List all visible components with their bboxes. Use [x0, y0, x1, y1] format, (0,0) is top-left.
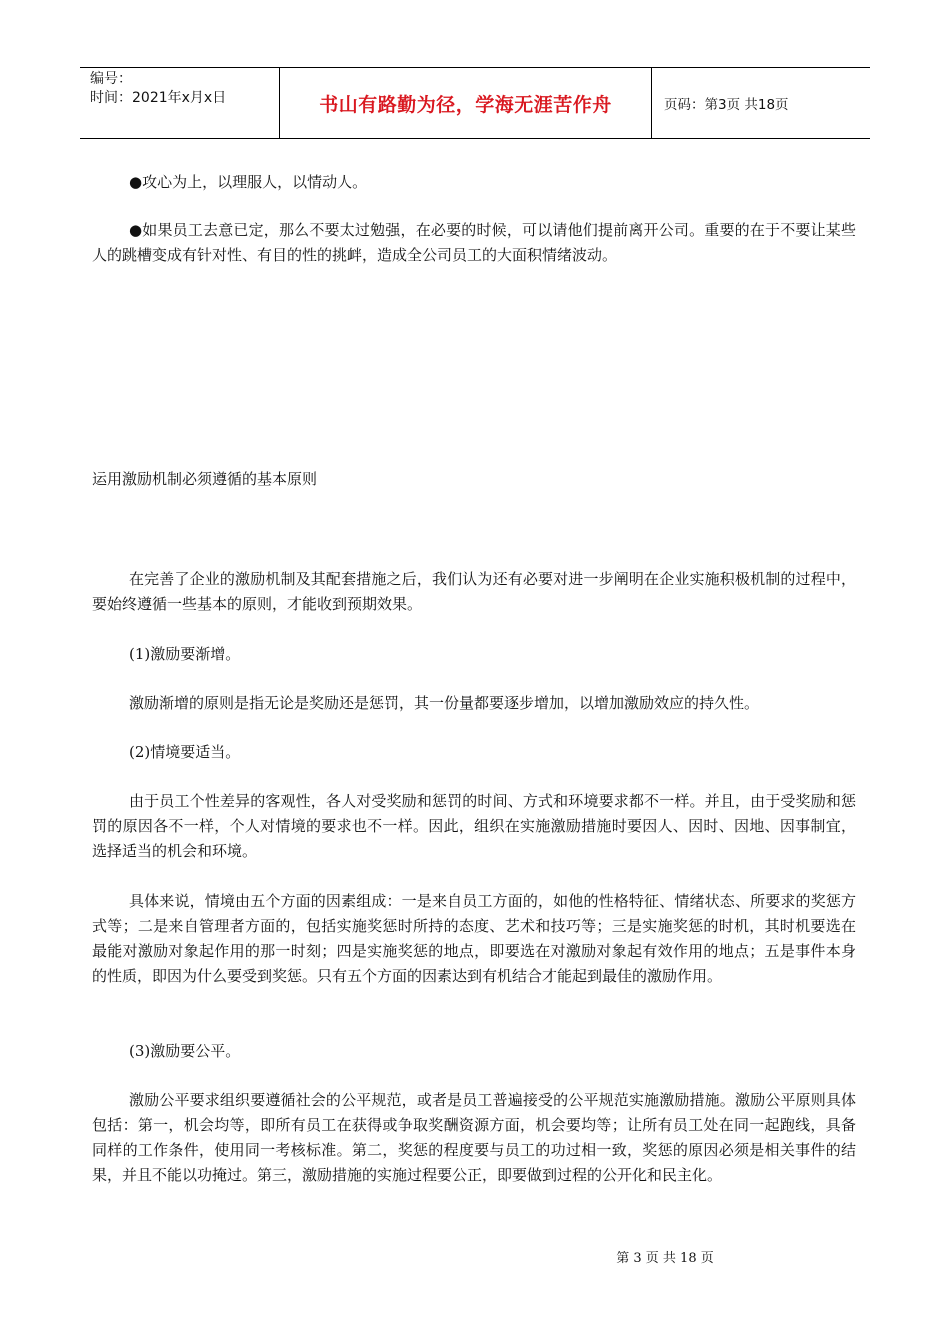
principle-heading-3: (3)激励要公平。 [129, 1042, 241, 1060]
bullet-paragraph-1: ●攻心为上，以理服人，以情动人。 [129, 173, 368, 191]
body-paragraph-intro: 在完善了企业的激励机制及其配套措施之后，我们认为还有必要对进一步阐明在企业实施积极机制的过程中，要始终遵循一些基本的原则，才能收到预期效果。 [92, 570, 856, 613]
header-meta-cell [80, 68, 280, 138]
bullet-paragraph-2: ●如果员工去意已定，那么不要太过勉强，在必要的时候，可以请他们提前离开公司。重要的在于不要让某些人的跳槽变成有针对性、有目的性的挑衅，造成全公司员工的大面积情绪波动。 [92, 221, 856, 264]
header-motto: 书山有路勤为径，学海无涯苦作舟 [280, 68, 652, 138]
header-page-info: 页码：第3页 共18页 [664, 97, 789, 113]
body-paragraph-principle-3: 激励公平要求组织要遵循社会的公平规范，或者是员工普遍接受的公平规范实施激励措施。激励公平原则具体包括：第一，机会均等，即所有员工在获得或争取奖酬资源方面，机会要均等；让所有员工处在同一起跑线，具备同样的工作条件，使用同一考核标准。第二，奖惩的程度要与员工的功过相一致，奖惩的原因必须是相关事件的结果，并且不能以功掩过。第三，激励措施的实施过程要公正，即要做到过程的公开化和民主化。 [92, 1091, 856, 1184]
document-date: 时间：2021年x月x日 [90, 90, 227, 106]
page-header [80, 67, 870, 139]
body-paragraph-principle-1: 激励渐增的原则是指无论是奖励还是惩罚，其一份量都要逐步增加，以增加激励效应的持久性。 [129, 694, 760, 712]
document-number-label: 编号： [90, 71, 132, 87]
section-heading: 运用激励机制必须遵循的基本原则 [92, 470, 318, 488]
body-paragraph-principle-2: 由于员工个性差异的客观性，各人对受奖励和惩罚的时间、方式和环境要求都不一样。并且，由于受奖励和惩罚的原因各不一样，个人对情境的要求也不一样。因此，组织在实施激励措施时要因人、因时、因地、因事制宜，选择适当的机会和环境。 [92, 792, 856, 860]
page-footer: 第 3 页 共 18 页 [616, 1251, 714, 1266]
principle-heading-1: (1)激励要渐增。 [129, 645, 241, 663]
principle-heading-2: (2)情境要适当。 [129, 743, 241, 761]
body-paragraph-situation: 具体来说，情境由五个方面的因素组成：一是来自员工方面的，如他的性格特征、情绪状态、所要求的奖惩方式等；二是来自管理者方面的，包括实施奖惩时所持的态度、艺术和技巧等；三是实施奖惩的时机，其时机要选在最能对激励对象起作用的那一时刻；四是实施奖惩的地点，即要选在对激励对象起有效作用的地点；五是事件本身的性质，即因为什么要受到奖惩。只有五个方面的因素达到有机结合才能起到最佳的激励作用。 [92, 892, 856, 985]
